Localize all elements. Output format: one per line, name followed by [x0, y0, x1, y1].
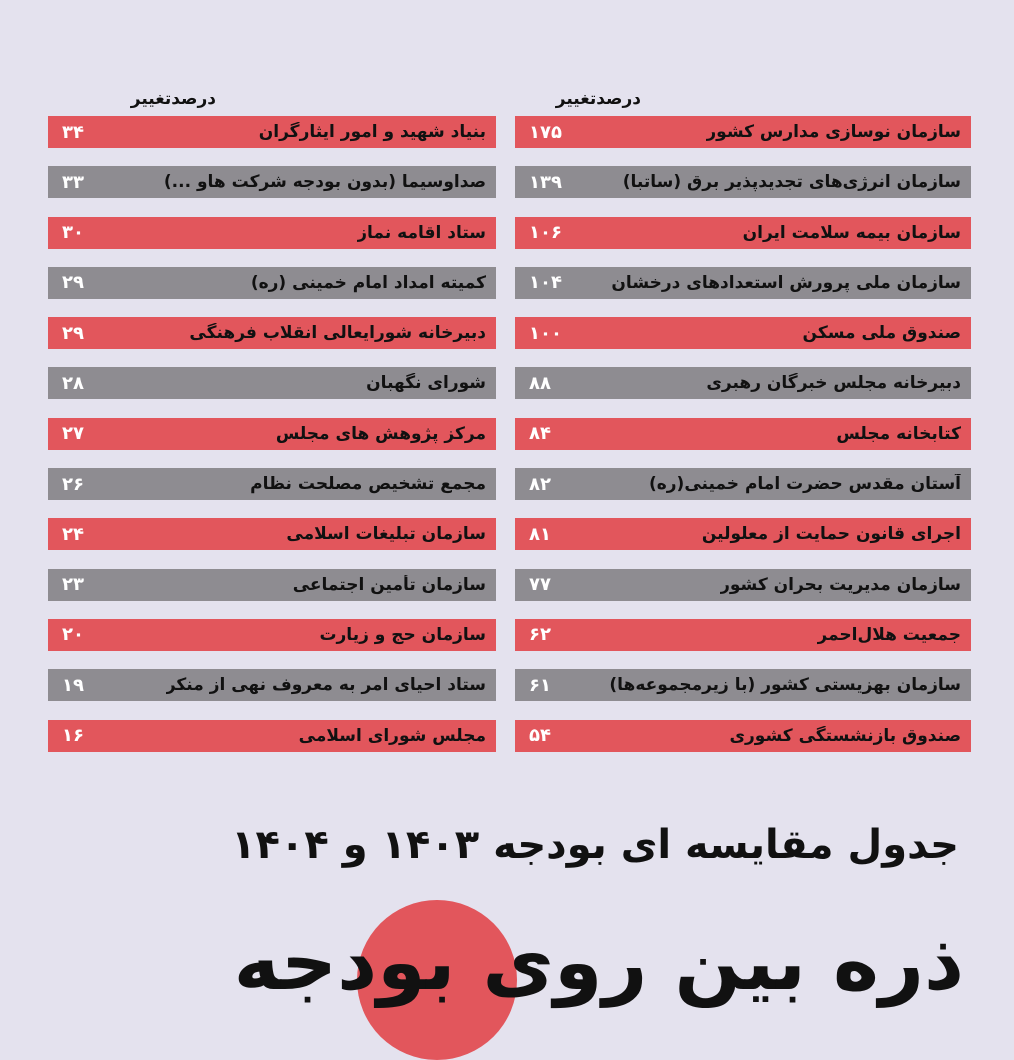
change-percent: ۲۳: [62, 574, 84, 596]
table-row: [515, 166, 971, 198]
organization-name: ستاد احیای امر به معروف نهی از منکر: [165, 675, 486, 696]
organization-name: شورای نگهبان: [366, 373, 486, 394]
left-column: [48, 82, 496, 770]
organization-name: آستان مقدس حضرت امام خمینی(ره): [648, 474, 961, 495]
right-column: [515, 82, 971, 770]
organization-name: ستاد اقامه نماز: [357, 222, 486, 243]
table-row: [48, 518, 496, 550]
right-rows: [515, 116, 971, 770]
table-row: [48, 468, 496, 500]
organization-name: سازمان حج و زیارت: [319, 624, 486, 645]
change-percent: ۲۶: [62, 473, 84, 495]
organization-name: سازمان نوسازی مدارس کشور: [706, 122, 961, 142]
change-percent: ۱۹: [62, 674, 84, 696]
table-row: [48, 267, 496, 299]
change-percent: ۲۸: [62, 372, 84, 394]
organization-name: بنیاد شهید و امور ایثارگران: [258, 122, 486, 142]
table-row: [515, 418, 971, 450]
organization-name: سازمان ملی پرورش استعدادهای درخشان: [611, 272, 961, 293]
change-percent: ۲۹: [62, 322, 84, 344]
table-row: [48, 720, 496, 752]
organization-name: جمعیت هلال‌احمر: [817, 624, 961, 645]
organization-name: اجرای قانون حمایت از معلولین: [701, 524, 961, 545]
right-column-header: درصدتغییر: [555, 89, 641, 109]
subtitle: جدول مقایسه ای بودجه ۱۴۰۳ و ۱۴۰۴: [231, 822, 959, 868]
organization-name: سازمان انرژی‌های تجدیدپذیر برق (ساتبا): [622, 172, 961, 193]
table-row: [515, 619, 971, 651]
organization-name: صندوق بازنشستگی کشوری: [729, 725, 961, 746]
change-percent: ۷۷: [529, 574, 551, 596]
organization-name: کمیته امداد امام خمینی (ره): [250, 272, 486, 293]
change-percent: ۱۷۵: [529, 121, 562, 143]
change-percent: ۳۴: [62, 121, 84, 143]
organization-name: صندوق ملی مسکن: [802, 323, 961, 344]
change-percent: ۱۰۴: [529, 272, 562, 294]
table-row: [515, 669, 971, 701]
change-percent: ۲۴: [62, 523, 84, 545]
change-percent: ۵۴: [529, 725, 551, 747]
change-percent: ۸۸: [529, 372, 551, 394]
change-percent: ۲۹: [62, 272, 84, 294]
table-row: [515, 217, 971, 249]
change-percent: ۶۱: [529, 674, 551, 696]
table-row: [515, 720, 971, 752]
table-row: [515, 317, 971, 349]
organization-name: سازمان بیمه سلامت ایران: [742, 222, 961, 243]
organization-name: مجلس شورای اسلامی: [298, 725, 486, 746]
change-percent: ۳۳: [62, 171, 84, 193]
table-row: [48, 669, 496, 701]
change-percent: ۸۱: [529, 523, 551, 545]
organization-name: صداوسیما (بدون بودجه شرکت هاو ...): [163, 172, 486, 193]
table-row: [515, 116, 971, 148]
change-percent: ۱۰۶: [529, 222, 562, 244]
table-row: [515, 267, 971, 299]
table-row: [48, 116, 496, 148]
table-row: [48, 418, 496, 450]
left-rows: [48, 116, 496, 770]
organization-name: سازمان مدیریت بحران کشور: [720, 574, 961, 595]
table-row: [515, 468, 971, 500]
change-percent: ۲۰: [62, 624, 84, 646]
change-percent: ۱۳۹: [529, 171, 562, 193]
change-percent: ۱۰۰: [529, 322, 562, 344]
change-percent: ۲۷: [62, 423, 84, 445]
table-row: [48, 619, 496, 651]
table-row: [48, 317, 496, 349]
table-row: [515, 367, 971, 399]
change-percent: ۳۰: [62, 222, 84, 244]
organization-name: سازمان تأمین اجتماعی: [292, 574, 486, 595]
organization-name: سازمان بهزیستی کشور (با زیرمجموعه‌ها): [609, 675, 961, 696]
change-percent: ۸۲: [529, 473, 551, 495]
organization-name: دبیرخانه مجلس خبرگان رهبری: [706, 373, 961, 394]
table-row: [48, 367, 496, 399]
organization-name: کتابخانه مجلس: [836, 423, 961, 444]
organization-name: مرکز پژوهش های مجلس: [275, 423, 486, 444]
organization-name: مجمع تشخیص مصلحت نظام: [250, 474, 486, 495]
organization-name: دبیرخانه شورایعالی انقلاب فرهنگی: [189, 323, 486, 344]
change-percent: ۸۴: [529, 423, 551, 445]
page-title: ذره بین روی بودجه: [233, 918, 964, 1008]
change-percent: ۱۶: [62, 725, 84, 747]
organization-name: سازمان تبلیغات اسلامی: [286, 524, 486, 545]
table-row: [48, 569, 496, 601]
table-row: [48, 166, 496, 198]
left-column-header: درصدتغییر: [130, 89, 216, 109]
table-row: [515, 569, 971, 601]
change-percent: ۶۲: [529, 624, 551, 646]
table-row: [48, 217, 496, 249]
table-row: [515, 518, 971, 550]
